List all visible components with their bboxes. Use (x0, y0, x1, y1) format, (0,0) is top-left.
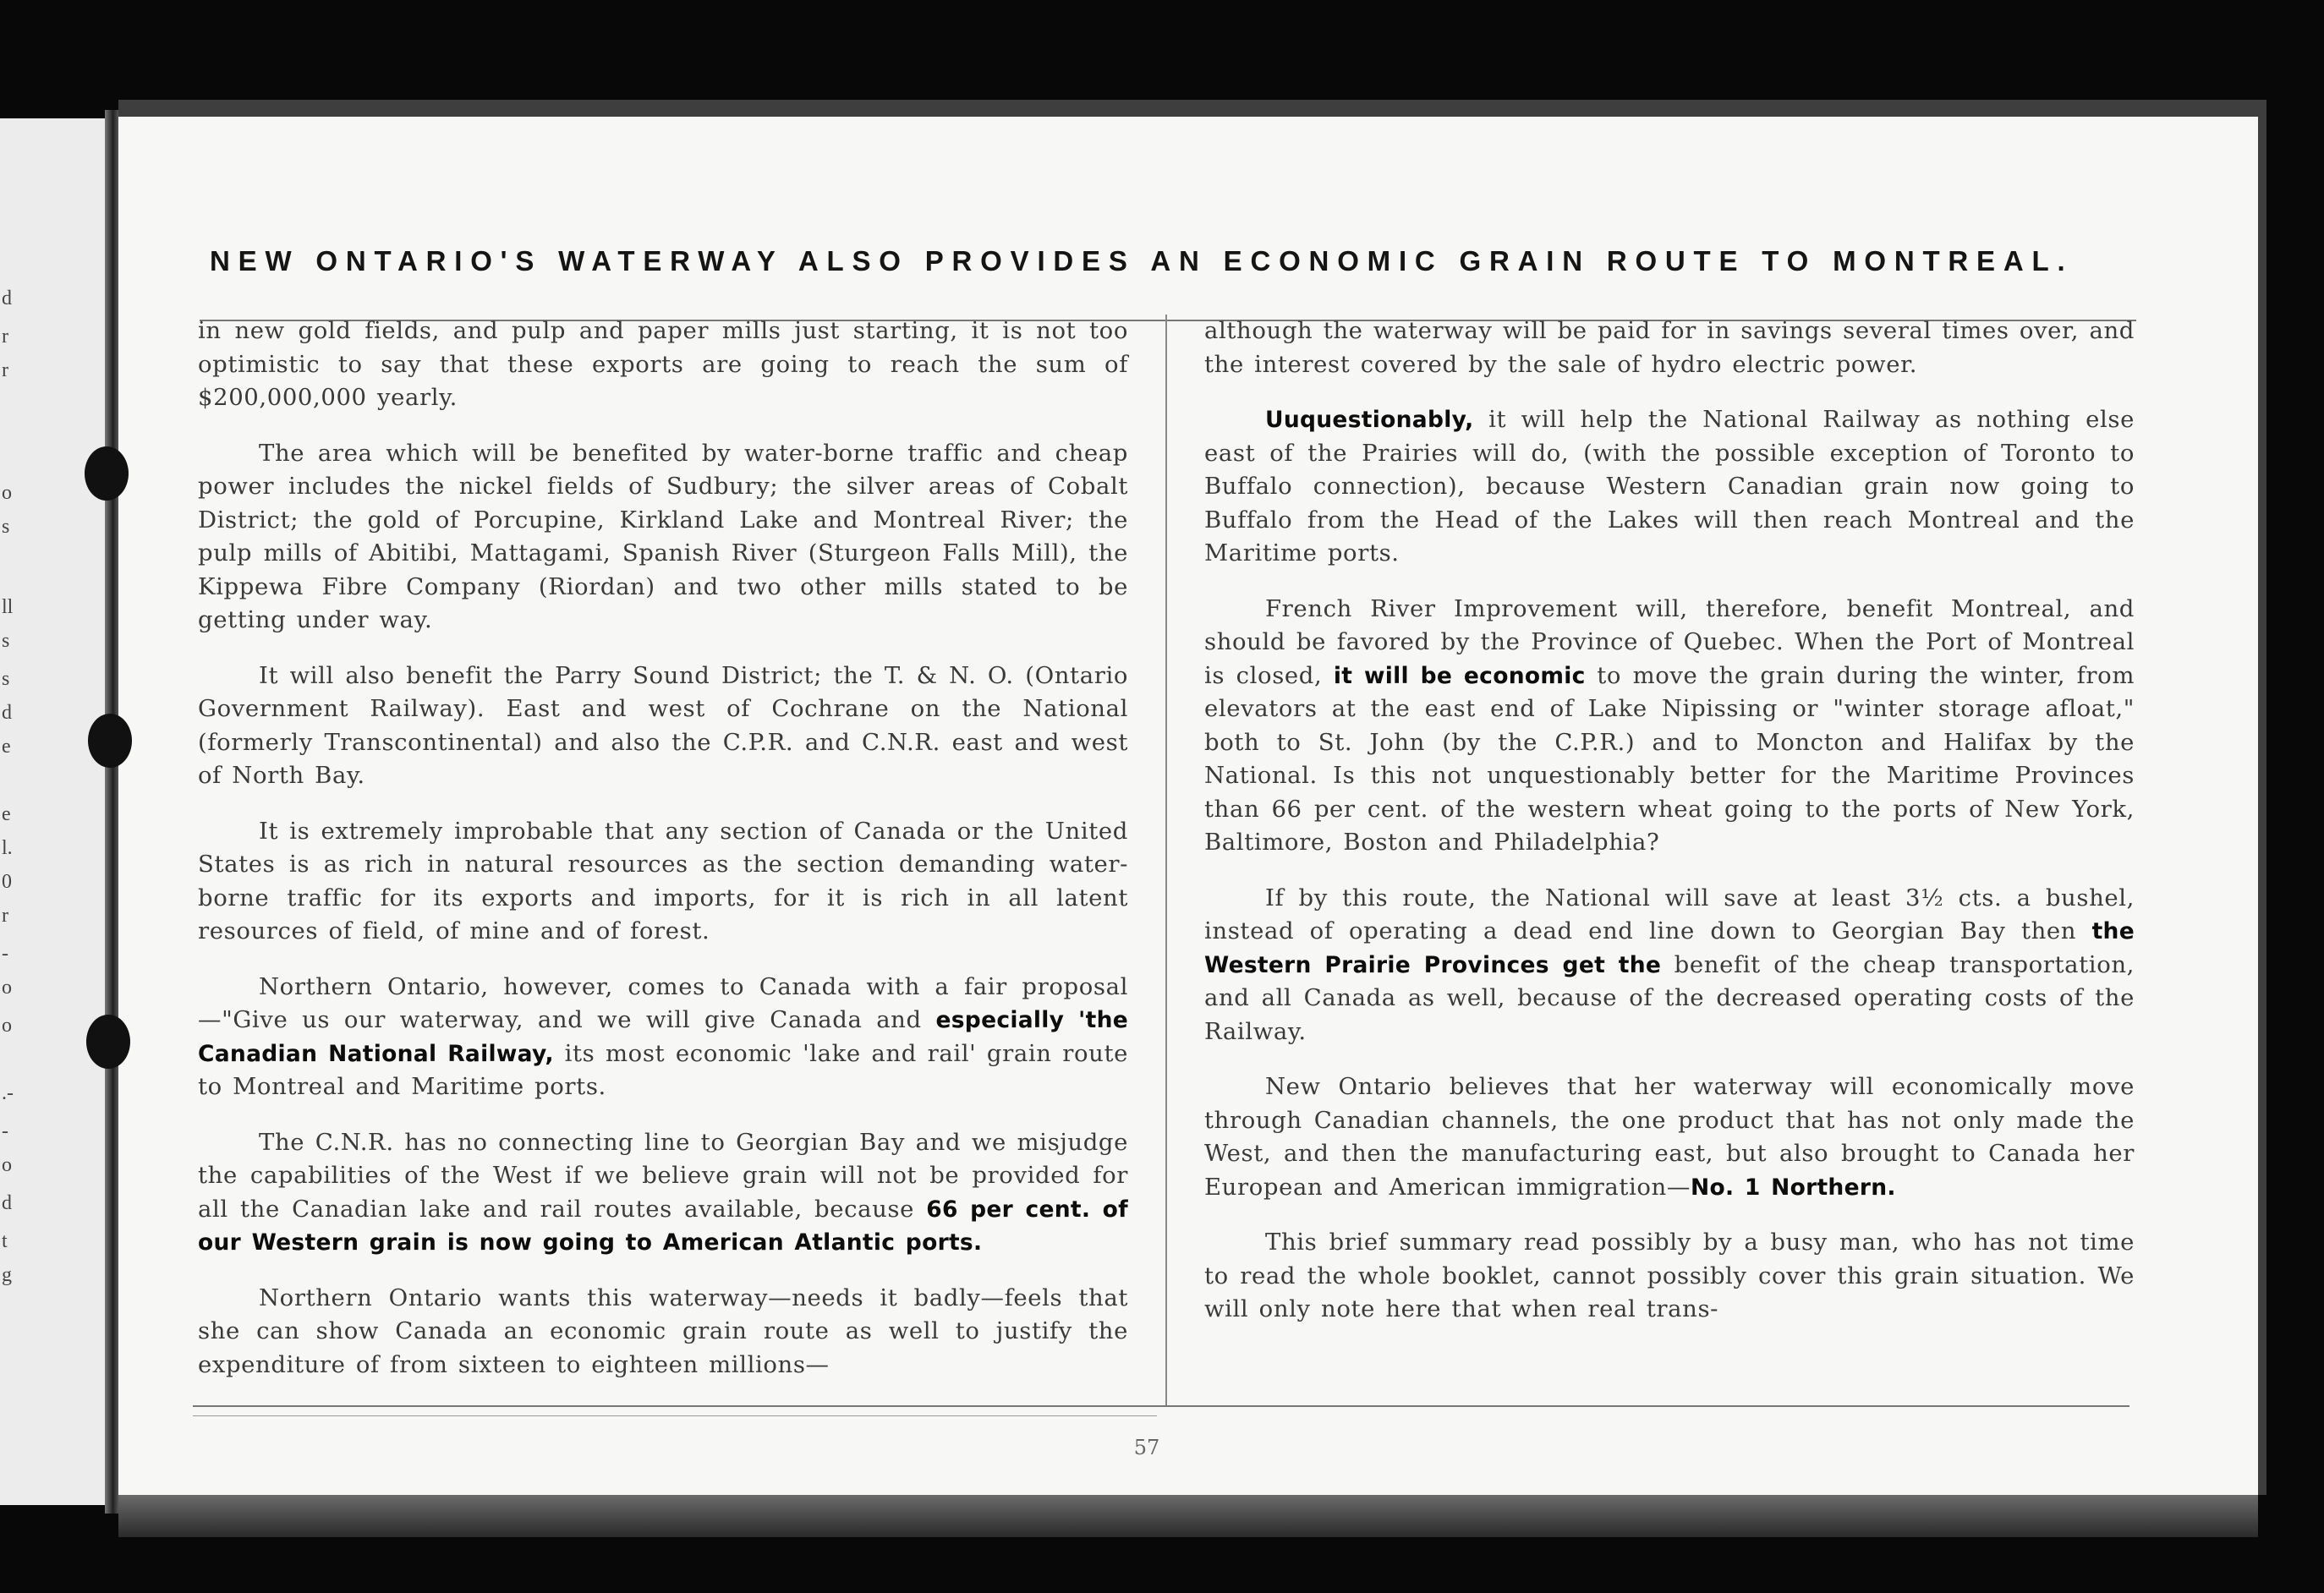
margin-letter: - (2, 943, 8, 965)
margin-letter: o (2, 1154, 12, 1176)
margin-letter: 0 (2, 871, 12, 893)
margin-letter: d (2, 1192, 12, 1214)
text-run: Northern Ontario, however, comes to Canada with a fair proposal—"Give us our waterway, and we will give Canada and (198, 972, 1128, 1033)
margin-letter: ll (2, 596, 14, 618)
paragraph: Northern Ontario wants this waterway—needs it badly—feels that she can show Canada an economic grain route as well to justify the expenditure of from sixteen to eighteen millions— (198, 1284, 1128, 1378)
margin-letter: s (2, 630, 10, 652)
margin-letter: - (2, 1120, 8, 1142)
paragraph: It will also benefit the Parry Sound District; the T. & N. O. (Ontario Government Railway). East and west of Cochrane on the National (formerly Transcontinental) and also the C.P.R. and C.N.R. east and west of North Bay. (198, 661, 1128, 789)
bold-text: 66 per cent. of our Western grain is now going to American Atlantic ports. (198, 1196, 1128, 1256)
footer-rule (193, 1405, 2129, 1407)
bold-text: the Western Prairie Provinces get the (1204, 918, 2135, 978)
margin-letter: .- (2, 1082, 14, 1104)
paragraph (1204, 403, 2135, 571)
paragraph (1204, 882, 2135, 1049)
paragraph: It is extremely improbable that any section of Canada or the United States is as rich in natural resources as the section demanding water-borne traffic for its exports and imports, for it is rich in all latent resources of field, of mine and of forest. (198, 817, 1128, 944)
text-run: to move the grain during the winter, from elevators at the east end of Lake Nipissing or "winter storage afloat," both to St. John (by the C.P.R.) and to Moncton and Halifax by the National. Is this not unquestionably better for the Maritime Provinces than 66 per cent. of the western wheat going to the ports of New York, Baltimore, Boston and Philadelphia? (1204, 661, 2135, 856)
column-divider (1165, 315, 1167, 1405)
margin-letter: r (2, 905, 8, 927)
bold-text: it will be economic (1333, 662, 1586, 689)
paragraph: in new gold fields, and pulp and paper mills just starting, it is not too optimistic to say that these exports are going to reach the sum of $200,000,000 yearly. (198, 317, 1128, 411)
margin-letter: d (2, 702, 12, 724)
margin-letter: e (2, 736, 11, 758)
text-run: it will help the National Railway as nothing else east of the Prairies will do, (with the possible exception of Toronto to Buffalo connection), because Western Canadian grain now going to Buffalo from the Head of the Lakes will then reach Montreal and the Maritime ports. (1204, 406, 2135, 567)
margin-letter: d (2, 287, 12, 309)
footer-rule (193, 1415, 1157, 1416)
margin-letter: e (2, 803, 11, 825)
text-run: benefit of the cheap transportation, and all Canada as well, because of the decreased operating costs of the Railway. (1204, 950, 2135, 1045)
page-number: 57 (1133, 1436, 1160, 1459)
margin-letter: o (2, 977, 12, 999)
paragraph (198, 1126, 1128, 1260)
paragraph (1204, 1070, 2135, 1204)
paragraph (1204, 593, 2135, 860)
paragraph: The area which will be benefited by water-borne traffic and cheap power includes the nickel fields of Sudbury; the silver areas of Cobalt District; the gold of Porcupine, Kirkland Lake and Montreal River; the pulp mills of Abitibi, Mattagami, Spanish River (Sturgeon Falls Mill), the Kippewa Fibre Company (Riordan) and two other mills stated to be getting under way. (198, 439, 1128, 633)
bold-text: Uuquestionably, (1265, 407, 1474, 433)
margin-letter: o (2, 1015, 12, 1037)
margin-letter: o (2, 482, 12, 504)
text-run: The C.N.R. has no connecting line to Georgian Bay and we misjudge the capabilities of the West if we believe grain will not be provided for all the Canadian lake and rail routes available, because (198, 1128, 1128, 1223)
text-run: French River Improvement will, therefore, benefit Montreal, and should be favored by the Province of Quebec. When the Port of Montreal is closed, (1204, 594, 2135, 689)
margin-letter: t (2, 1230, 8, 1252)
paragraph: This brief summary read possibly by a busy man, who has not time to read the whole booklet, cannot possibly cover this grain situation. We will only note here that when real trans- (1204, 1229, 2135, 1322)
margin-letter: l. (2, 837, 13, 859)
margin-letter: r (2, 326, 8, 348)
book-gutter (105, 110, 118, 1514)
paragraph (198, 971, 1128, 1104)
previous-page-edge (0, 118, 110, 1505)
binding-hole (88, 714, 132, 768)
margin-letter: s (2, 668, 10, 690)
page-bottom-edge (118, 1495, 2258, 1537)
left-column (198, 315, 1128, 1404)
paragraph: although the waterway will be paid for in savings several times over, and the interest covered by the sale of hydro electric power. (1204, 317, 2135, 378)
text-run: its most economic 'lake and rail' grain route to Montreal and Maritime ports. (198, 1039, 1128, 1100)
bold-text: especially 'the Canadian National Railway, (198, 1007, 1129, 1067)
binding-hole (86, 1015, 130, 1069)
binding-hole (85, 446, 129, 501)
right-column (1204, 315, 2135, 1349)
margin-letter: g (2, 1264, 12, 1286)
page-header: NEW ONTARIO'S WATERWAY ALSO PROVIDES AN ECONOMIC GRAIN ROUTE TO MONTREAL. (210, 245, 2074, 276)
margin-letter: s (2, 516, 10, 538)
bold-text: No. 1 Northern. (1690, 1174, 1896, 1201)
text-run: If by this route, the National will save at least 3½ cts. a bushel, instead of operating a dead end line down to Georgian Bay then (1204, 884, 2135, 944)
text-run: New Ontario believes that her waterway will economically move through Canadian channels, the one product that has not only made the West, and then the manufacturing east, but also brought to Canada her European and American immigration— (1204, 1073, 2135, 1201)
margin-letter: r (2, 359, 8, 381)
